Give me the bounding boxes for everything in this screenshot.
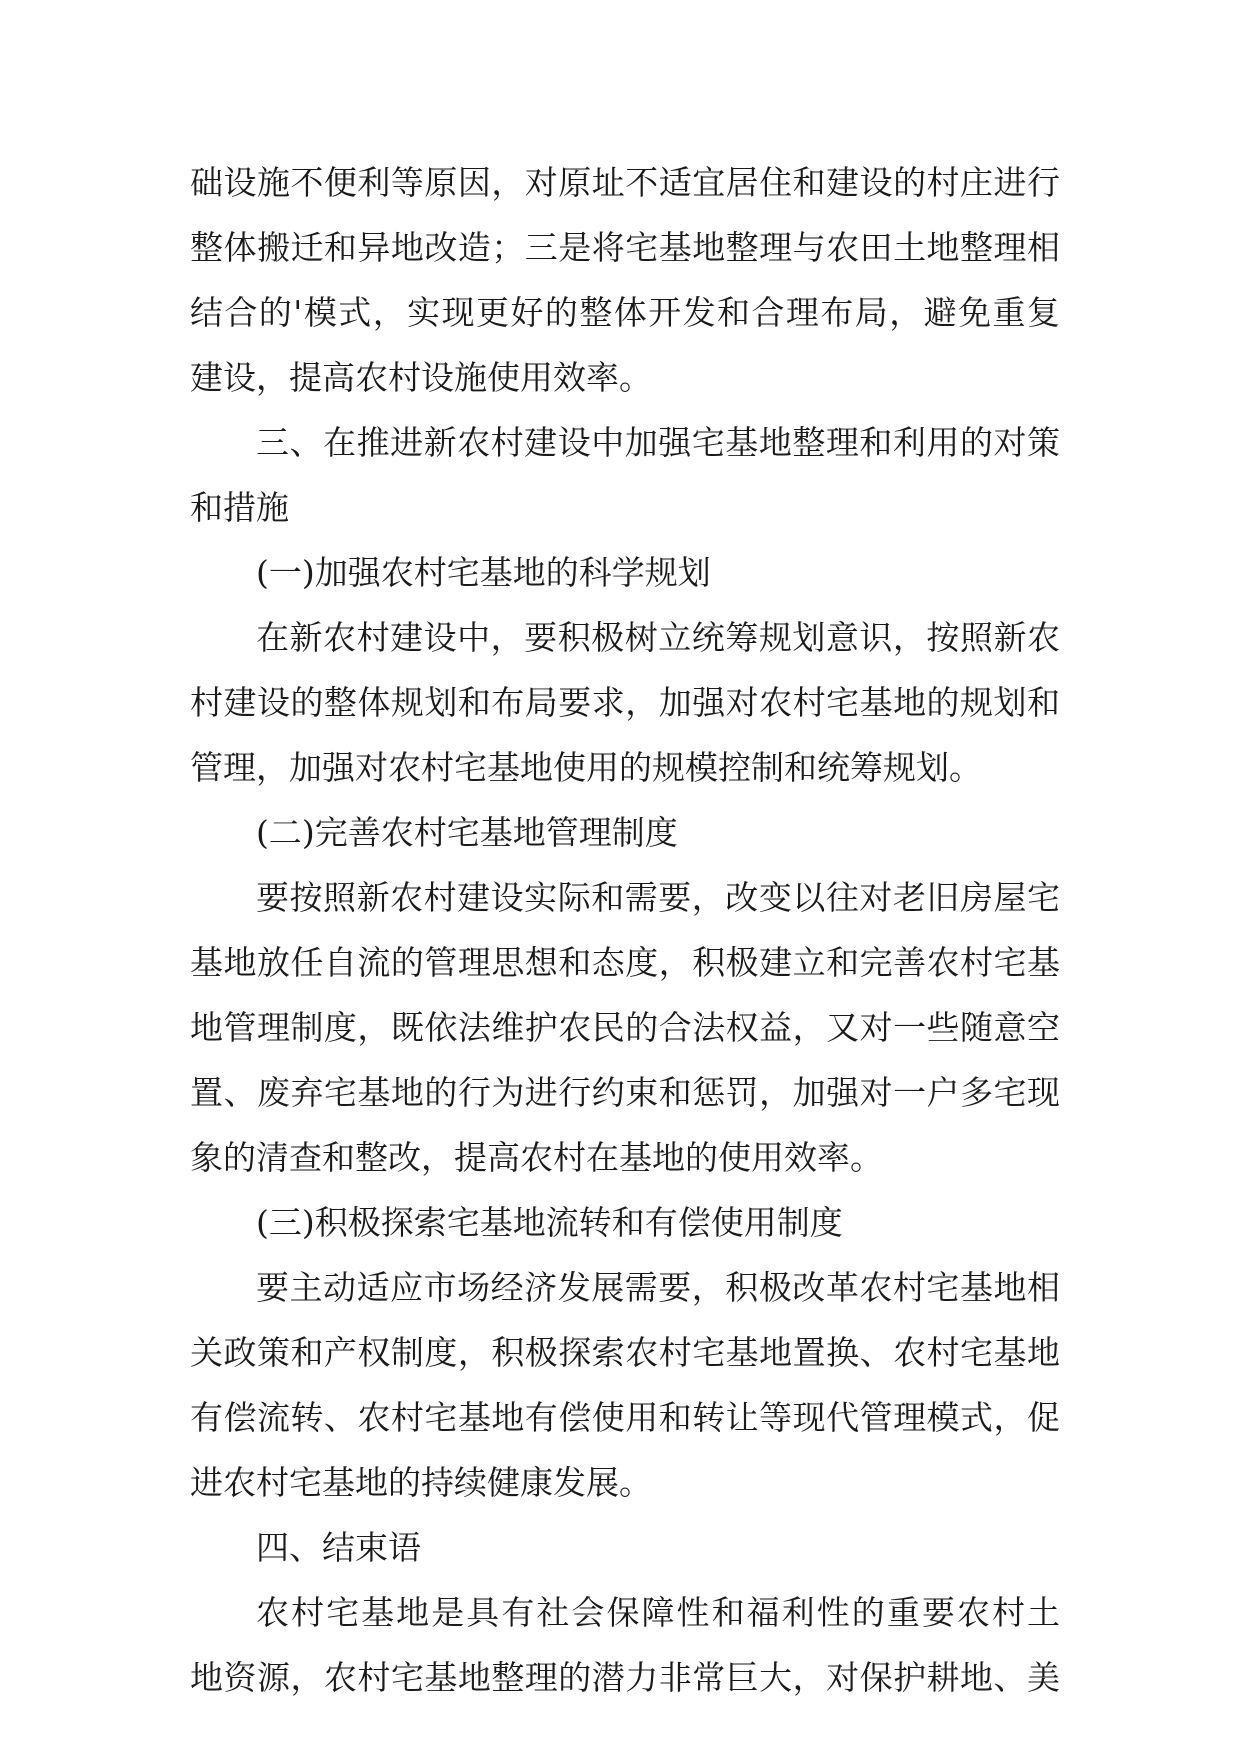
body-text-line: 有偿流转、农村宅基地有偿使用和转让等现代管理模式，促 <box>190 1398 1060 1437</box>
paragraph-first-line: 在新农村建设中，要积极树立统筹规划意识，按照新农 <box>256 618 1060 657</box>
section-heading: 三、在推进新农村建设中加强宅基地整理和利用的对策 <box>256 423 1060 462</box>
paragraph-first-line: 农村宅基地是具有社会保障性和福利性的重要农村土 <box>256 1593 1060 1632</box>
body-text-line: 进农村宅基地的持续健康发展。 <box>190 1463 652 1502</box>
body-text-line: 管理，加强对农村宅基地使用的规模控制和统筹规划。 <box>190 748 982 787</box>
body-text-line: 村建设的整体规划和布局要求，加强对农村宅基地的规划和 <box>190 683 1060 722</box>
body-text-line: 关政策和产权制度，积极探索农村宅基地置换、农村宅基地 <box>190 1333 1060 1372</box>
body-text-line: 地管理制度，既依法维护农民的合法权益，又对一些随意空 <box>190 1008 1060 1047</box>
body-text-line: 础设施不便利等原因，对原址不适宜居住和建设的村庄进行 <box>190 163 1060 202</box>
body-text-line: 地资源，农村宅基地整理的潜力非常巨大，对保护耕地、美 <box>190 1658 1060 1697</box>
subsection-heading: (三)积极探索宅基地流转和有偿使用制度 <box>256 1203 843 1242</box>
body-text-line: 象的清查和整改，提高农村在基地的使用效率。 <box>190 1138 883 1177</box>
subsection-heading: (一)加强农村宅基地的科学规划 <box>256 553 711 592</box>
body-text-line: 置、废弃宅基地的行为进行约束和惩罚，加强对一户多宅现 <box>190 1073 1060 1112</box>
subsection-heading: (二)完善农村宅基地管理制度 <box>256 813 678 852</box>
body-text-line: 结合的'模式，实现更好的整体开发和合理布局，避免重复 <box>190 293 1060 332</box>
body-text-line: 建设，提高农村设施使用效率。 <box>190 358 652 397</box>
body-text-line: 整体搬迁和异地改造；三是将宅基地整理与农田土地整理相 <box>190 228 1060 267</box>
paragraph-first-line: 要按照新农村建设实际和需要，改变以往对老旧房屋宅 <box>256 878 1060 917</box>
section-heading: 四、结束语 <box>256 1528 421 1567</box>
body-text-line: 基地放任自流的管理思想和态度，积极建立和完善农村宅基 <box>190 943 1060 982</box>
section-heading-continued: 和措施 <box>190 488 289 527</box>
paragraph-first-line: 要主动适应市场经济发展需要，积极改革农村宅基地相 <box>256 1268 1060 1307</box>
